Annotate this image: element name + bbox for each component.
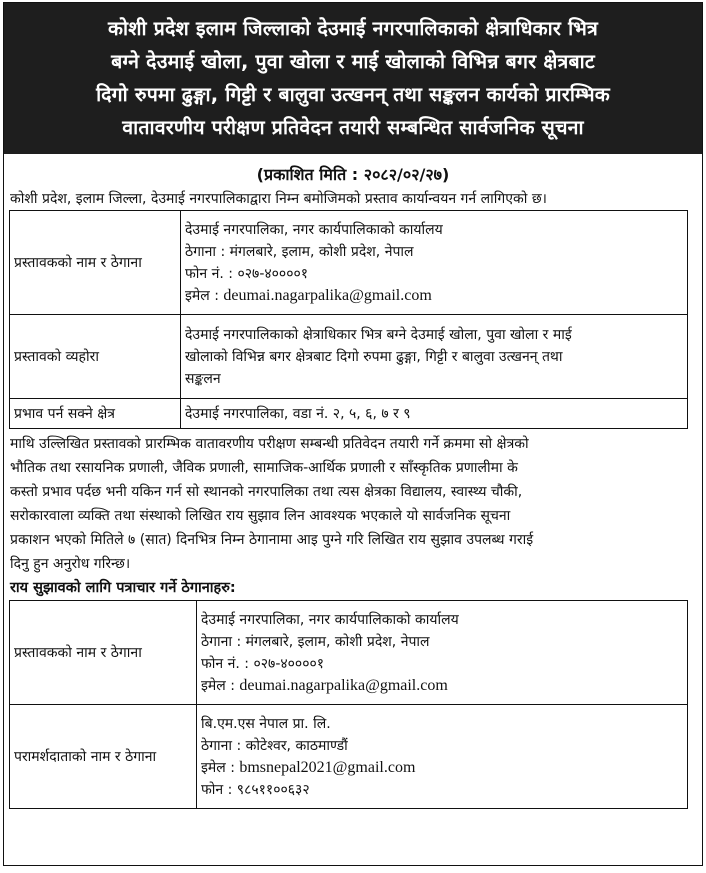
paragraph-line: भौतिक तथा रसायनिक प्रणाली, जैविक प्रणाली, सामाजिक-आर्थिक प्रणाली र साँस्कृतिक प्रणालीमा के — [10, 460, 518, 476]
table-row — [10, 315, 688, 399]
email-line — [185, 285, 683, 307]
email-label: इमेल : — [201, 677, 240, 694]
value-line: ठेगाना : कोटेश्वर, काठमाण्डौं — [201, 737, 348, 754]
row-value — [181, 315, 688, 399]
contact-heading: राय सुझावको लागि पत्राचार गर्ने ठेगानाहरु: — [10, 580, 236, 596]
value-line: देउमाई नगरपालिकाको क्षेत्राधिकार भित्र बग्ने देउमाई खोला, पुवा खोला र माई — [185, 326, 572, 343]
title-line: दिगो रुपमा ढुङ्गा, गिट्टी र बालुवा उत्खनन् तथा सङ्कलन कार्यको प्रारम्भिक — [96, 83, 610, 106]
row-value — [181, 399, 688, 429]
row-label: प्रस्तावकको नाम र ठेगाना — [10, 211, 181, 315]
email-label: इमेल : — [185, 287, 224, 304]
intro-text: कोशी प्रदेश, इलाम जिल्ला, देउमाई नगरपालिकाद्वारा निम्न बमोजिमको प्रस्ताव कार्यान्वयन गर्न लागिएको छ। — [10, 191, 547, 207]
value-line: फोन नं. : ०२७-४००००१ — [201, 655, 325, 672]
email-line — [201, 675, 683, 697]
title-line: बग्ने देउमाई खोला, पुवा खोला र माई खोलाको विभिन्न बगर क्षेत्रबाट — [111, 50, 595, 73]
notice-paragraph — [4, 429, 702, 576]
published-date: (प्रकाशित मिति : २०८२/०२/२७) — [256, 165, 450, 184]
value-line: फोन नं. : ०२७-४००००१ — [185, 265, 309, 282]
table-row — [10, 705, 688, 809]
notice-title-banner — [4, 3, 702, 154]
paragraph-line: प्रकाशन भएको मितिले ७ (सात) दिनभित्र निम्न ठेगानामा आइ पुग्ने गरि लिखित राय सुझाव उपलब्ध गराई — [10, 532, 534, 548]
row-value — [181, 211, 688, 315]
table-row — [10, 399, 688, 429]
paragraph-line: सरोकारवाला व्यक्ति तथा संस्थाको लिखित राय सुझाव लिन आवश्यक भएकाले यो सार्वजनिक सूचना — [10, 508, 511, 524]
table-row — [10, 211, 688, 315]
value-line: खोलाको विभिन्न बगर क्षेत्रबाट दिगो रुपमा ढुङ्गा, गिट्टी र बालुवा उत्खनन् तथा — [185, 348, 563, 365]
email-address: deumai.nagarpalika@gmail.com — [223, 286, 432, 304]
row-label: प्रस्तावकको नाम र ठेगाना — [10, 601, 197, 705]
row-value — [197, 601, 688, 705]
table-row — [10, 601, 688, 705]
value-line: देउमाई नगरपालिका, नगर कार्यपालिकाको कार्यालय — [185, 221, 443, 238]
value-line: देउमाई नगरपालिका, नगर कार्यपालिकाको कार्यालय — [201, 611, 459, 628]
email-line — [201, 757, 683, 779]
public-notice — [3, 2, 703, 866]
row-label: प्रभाव पर्न सक्ने क्षेत्र — [10, 399, 181, 429]
value-line: ठेगाना : मंगलबारे, इलाम, कोशी प्रदेश, नेपाल — [185, 243, 414, 260]
email-label: इमेल : — [201, 759, 240, 776]
title-line: कोशी प्रदेश इलाम जिल्लाको देउमाई नगरपालिकाको क्षेत्राधिकार भित्र — [107, 17, 598, 40]
paragraph-line: दिनु हुन अनुरोध गरिन्छ। — [10, 556, 131, 572]
row-label: परामर्शदाताको नाम र ठेगाना — [10, 705, 197, 809]
value-line: फोन : ९८५११००६३२ — [201, 781, 310, 798]
email-address: deumai.nagarpalika@gmail.com — [239, 676, 448, 694]
row-value — [197, 705, 688, 809]
proposal-table — [9, 210, 688, 429]
email-address: bmsnepal2021@gmail.com — [239, 758, 416, 776]
paragraph-line: माथि उल्लिखित प्रस्तावको प्रारम्भिक वातावरणीय परीक्षण सम्बन्धी प्रतिवेदन तयारी गर्ने क्रममा सो क्षेत्रको — [10, 436, 529, 452]
contact-table — [9, 600, 688, 809]
value-line: सङ्कलन — [185, 370, 221, 387]
title-line: वातावरणीय परीक्षण प्रतिवेदन तयारी सम्बन्धित सार्वजनिक सूचना — [122, 116, 584, 139]
value-line: देउमाई नगरपालिका, वडा नं. २, ५, ६, ७ र ९ — [185, 405, 411, 422]
row-label: प्रस्तावको व्यहोरा — [10, 315, 181, 399]
value-line: बि.एम.एस नेपाल प्रा. लि. — [201, 715, 331, 732]
value-line: ठेगाना : मंगलबारे, इलाम, कोशी प्रदेश, नेपाल — [201, 633, 430, 650]
paragraph-line: कस्तो प्रभाव पर्दछ भनी यकिन गर्न सो स्थानको नगरपालिका तथा त्यस क्षेत्रका विद्यालय, स्वास्थ्य चौकी, — [10, 484, 523, 500]
